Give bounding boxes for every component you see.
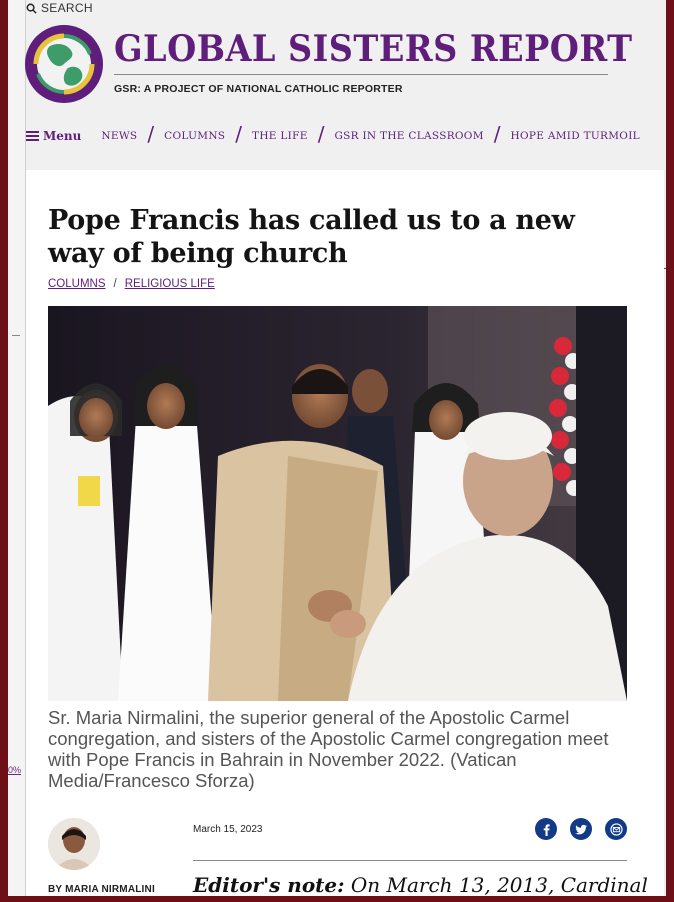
publish-date: March 15, 2023: [193, 824, 263, 835]
reading-progress-label: 0%: [8, 765, 22, 775]
search-button[interactable]: [26, 0, 93, 16]
nav-item-the-life[interactable]: THE LIFE: [252, 130, 308, 142]
brand-title[interactable]: GLOBAL SISTERS REPORT: [114, 28, 633, 70]
article-card: [26, 170, 664, 896]
menu-label: Menu: [43, 129, 82, 143]
nav-item-columns[interactable]: COLUMNS: [164, 130, 226, 142]
hamburger-icon: [26, 131, 39, 141]
nav-separator: /: [235, 122, 243, 146]
brand-divider: [114, 74, 608, 75]
nav-separator: /: [147, 122, 155, 146]
category-link-religious-life[interactable]: RELIGIOUS LIFE: [124, 278, 215, 290]
category-link-columns[interactable]: COLUMNS: [48, 278, 106, 290]
article-categories: [48, 278, 215, 290]
email-icon: [610, 823, 623, 836]
photo-caption: Sr. Maria Nirmalini, the superior general of the Apostolic Carmel congregation, and sisters of the Apostolic Carmel congregation meet with Pope Francis in Bahrain in November 2022. (Vatican Media/Francesco Sforza): [48, 707, 609, 791]
author-byline[interactable]: BY MARIA NIRMALINI: [48, 884, 155, 895]
email-share-button[interactable]: [605, 818, 627, 840]
menu-button[interactable]: [26, 129, 81, 143]
nav-separator: /: [317, 122, 325, 146]
globe-logo-icon[interactable]: [24, 24, 104, 104]
facebook-share-button[interactable]: [535, 818, 557, 840]
browser-frame: [8, 0, 666, 896]
search-label: SEARCH: [41, 1, 93, 15]
facebook-icon: [540, 823, 553, 836]
twitter-icon: [575, 823, 588, 836]
nav-item-news[interactable]: NEWS: [101, 130, 138, 142]
article-photo: [48, 306, 627, 701]
share-buttons: [535, 818, 627, 840]
editor-note-label: Editor's note:: [193, 873, 345, 896]
brand-subtitle: GSR: A PROJECT OF NATIONAL CATHOLIC REPORTER: [114, 83, 403, 95]
nav-item-hope-amid-turmoil[interactable]: HOPE AMID TURMOIL: [510, 130, 640, 142]
editor-note-text: On March 13, 2013, Cardinal: [344, 873, 648, 896]
author-avatar[interactable]: [48, 818, 100, 870]
article-headline: Pope Francis has called us to a new way of being church: [48, 205, 575, 269]
nav-separator: /: [493, 122, 501, 146]
rail-tick: [12, 335, 20, 336]
reading-progress-rail: [8, 0, 26, 896]
body-divider: [193, 860, 627, 861]
nav-item-gsr-in-the-classroom[interactable]: GSR IN THE CLASSROOM: [334, 130, 484, 142]
editor-note: [193, 873, 648, 896]
search-icon: [26, 3, 37, 14]
main-nav: [26, 124, 640, 148]
category-separator: /: [113, 278, 117, 290]
twitter-share-button[interactable]: [570, 818, 592, 840]
